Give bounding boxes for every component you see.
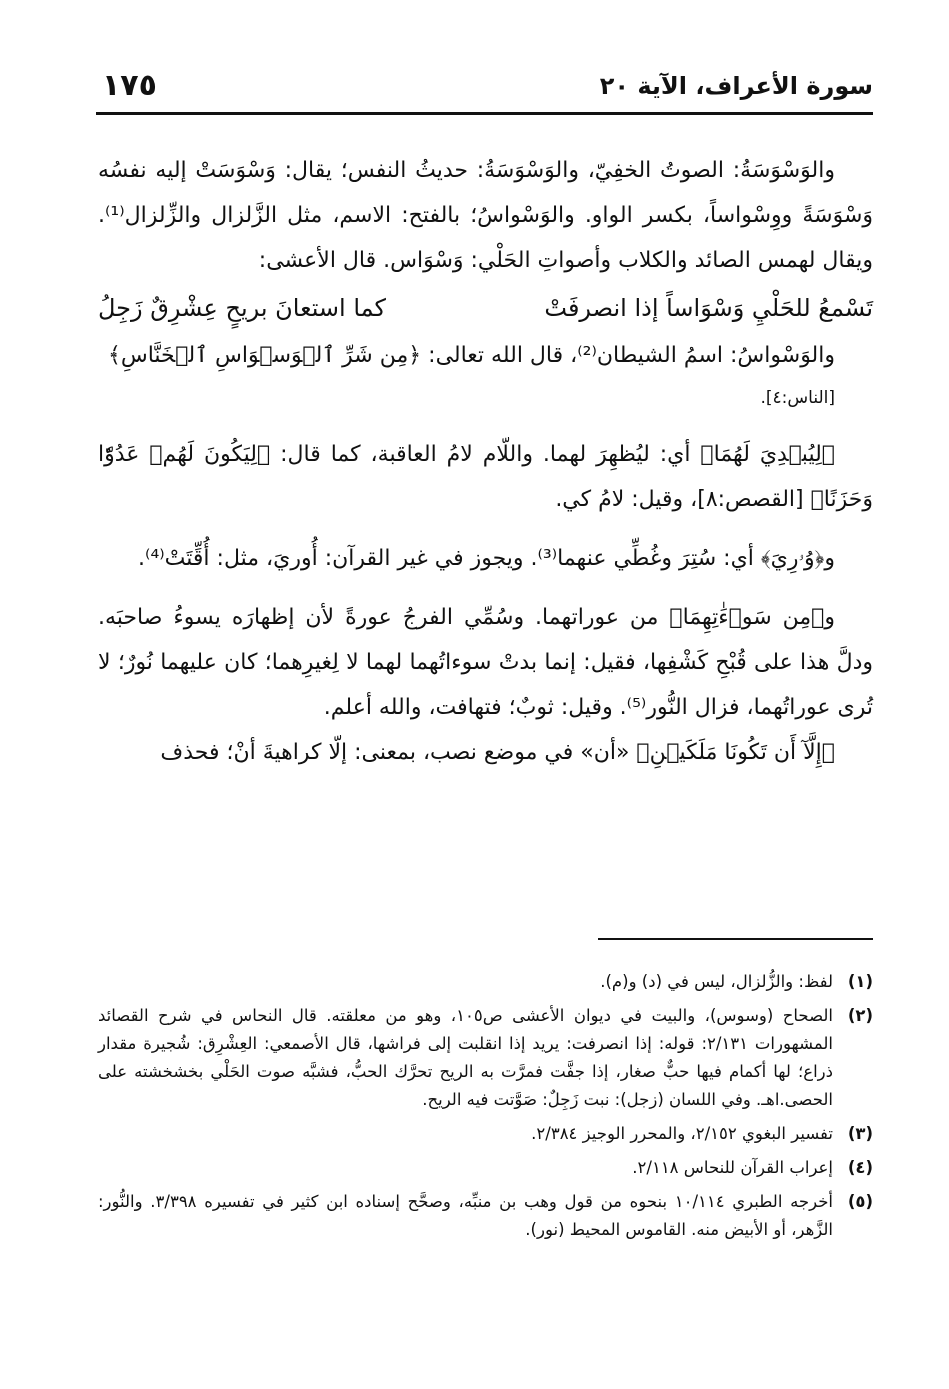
running-title: سورة الأعراف، الآية ٢٠ xyxy=(599,72,873,100)
paragraph-sawatihima: و﴿مِن سَوۡءَٰتِهِمَا﴾ من عوراتهما. وسُمِّي الفرجُ عورةً لأن إظهارَه يسوءُ صاحبَه. ودلَّ هذا على قُبْحِ كَشْفِها، فقيل: إنما بدتْ سوءاتُهما لهما لا لِغيرِهما؛ كان عليهما نُورٌ؛ لا تُرى عوراتُهما، فزال النُّور⁽⁵⁾. وقيل: ثوبٌ؛ فتهافت، والله أعلم. xyxy=(98,605,873,720)
paragraph-liyubdiya: ﴿لِيُبۡدِيَ لَهُمَا﴾ أي: ليُظهِرَ لهما. واللّام لامُ العاقبة، كما قال: ﴿لِيَكُونَ لَهُمۡ عَدُوّٗا وَحَزَنًا﴾ [القصص:٨]، وقيل: لامُ كي. xyxy=(98,442,873,512)
footnote-text: إعراب القرآن للنحاس ٢/١١٨. xyxy=(632,1158,833,1177)
paragraph-illa-an: ﴿إِلَّآ أَن تَكُونَا مَلَكَيۡنِ﴾ «أن» في موضع نصب، بمعنى: إلّا كراهيةَ أنْ؛ فحذف xyxy=(160,740,835,765)
quran-reference: [الناس:٤]. xyxy=(760,388,835,408)
paragraph-waswasa: والوَسْوَسَةُ: الصوتُ الخفِيّ، والوَسْوَسَةُ: حديثُ النفس؛ يقال: وَسْوَسَتْ إليه نفسُه وَسْوَسَةً ووِسْواساً، بكسر الواو. والوَسْواسُ؛ بالفتح: الاسم، مثل الزَّلزال والزِّلزال⁽¹⁾. ويقال لهمس الصائد والكلاب وأصواتِ الحَلْي: وَسْوَاس. قال الأعشى: xyxy=(98,158,873,273)
footnote xyxy=(98,968,873,996)
header-rule xyxy=(96,112,873,115)
footnote xyxy=(98,1120,873,1148)
footnote xyxy=(98,1154,873,1182)
footnote-marker: (٢) xyxy=(847,1006,873,1025)
footnote-text: لفظ: والزُّلزال، ليس في (د) و(م). xyxy=(600,972,833,991)
footnote-marker: (٣) xyxy=(847,1124,873,1143)
verse-second-hemistich: كما استعانَ بريحٍ عِشْرِقٌ زَجِلُ xyxy=(98,294,386,322)
footnote xyxy=(98,1188,873,1244)
footnote-text: أخرجه الطبري ١٠/١١٤ بنحوه من قول وهب بن منبِّه، وصحَّح إسناده ابن كثير في تفسيره ٣/٣٩٨. والنُّور: الزَّهر، أو الأبيض منه. القاموس المحيط (نور). xyxy=(98,1192,833,1239)
footnote-marker: (١) xyxy=(847,972,873,991)
footnote-marker: (٤) xyxy=(847,1158,873,1177)
page-header xyxy=(96,62,873,110)
poetry-verse xyxy=(98,285,873,331)
verse-first-hemistich: تَسْمعُ للحَلْيِ وَسْوَاساً إذا انصرفَتْ xyxy=(544,294,873,322)
footnote-text: تفسير البغوي ٢/١٥٢، والمحرر الوجيز ٢/٣٨٤. xyxy=(531,1124,833,1143)
footnote-separator xyxy=(598,938,873,940)
footnotes xyxy=(98,968,873,1250)
paragraph-waswas xyxy=(98,333,873,418)
footnote-text: الصحاح (وسوس)، والبيت في ديوان الأعشى ص١٠٥، وهو من معلقته. قال النحاس في شرح القصائد المشهورات ٢/١٣١: قوله: إذا انصرفت: يريد إذا انقلبت إلى فراشها، قال الأصمعي: العِشْرِق: شُجيرة مقدار ذراع؛ لها أكمام فيها حبٌّ صغار، إذا جفَّت فمرَّت به الريح تحرَّك الحبُّ، فشبَّه صوت الحَلْي بخشخشته على الحصى.اهـ. وفي اللسان (زجل): نبت زَجِلٌ: صَوَّتت فيه الريح. xyxy=(98,1006,833,1109)
footnote xyxy=(98,1002,873,1114)
footnote-marker: (٥) xyxy=(847,1192,873,1211)
page-number: ١٧٥ xyxy=(102,68,157,103)
paragraph-waswas-text: والوَسْواسُ: اسمُ الشيطان⁽²⁾، قال الله تعالى: ﴿مِن شَرِّ ٱلۡوَسۡوَاسِ ٱلۡخَنَّاسِ﴾ xyxy=(107,343,835,368)
paragraph-wuriya: و﴿وُۥرِيَ﴾ أي: سُتِرَ وغُطِّي عنهما⁽³⁾. ويجوز في غير القرآن: أُوريَ، مثل: أُقِّتَتْ⁽⁴⁾. xyxy=(138,546,835,571)
main-text xyxy=(98,148,873,775)
